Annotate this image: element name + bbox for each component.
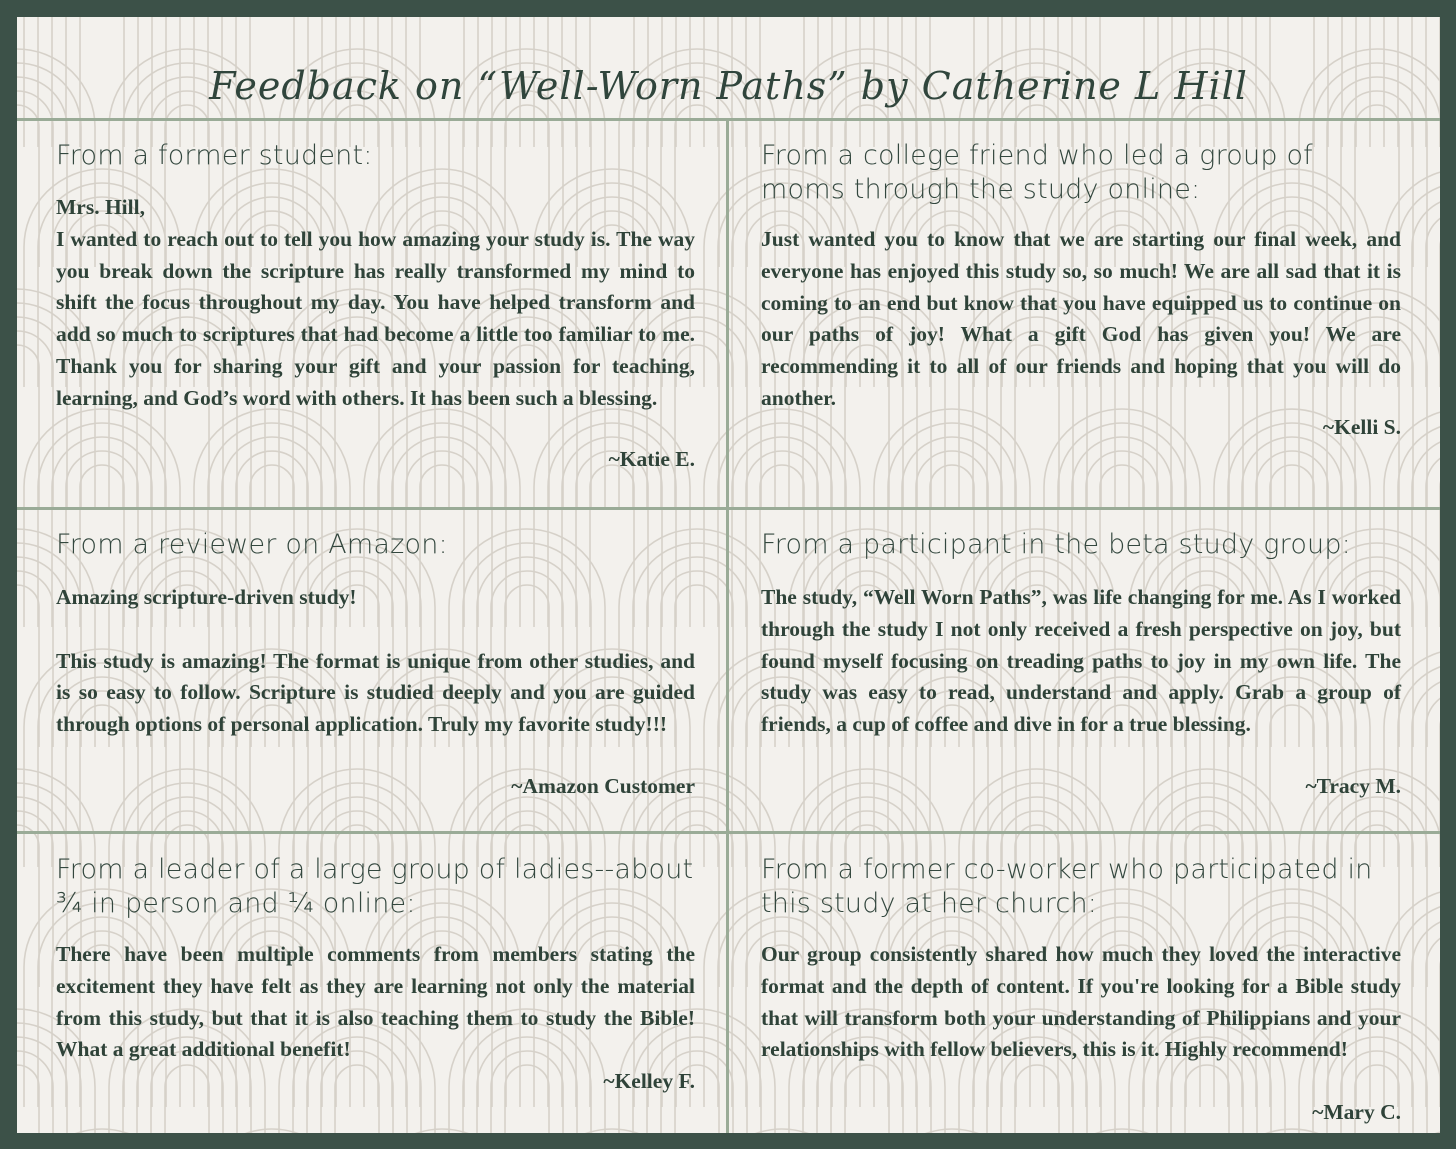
testimonial-body (761, 224, 1401, 415)
arch-ring (17, 825, 39, 987)
grid-column-divider (726, 118, 729, 1133)
testimonial-signature: ~Mary C. (1312, 1100, 1401, 1124)
arch-ring (17, 1051, 53, 1133)
arch-ring (17, 585, 39, 747)
arch-ring (1426, 931, 1440, 1107)
arch-ring (1044, 1129, 1200, 1133)
testimonial-body (56, 939, 695, 1066)
testimonial-signature: ~Kelli S. (1322, 415, 1401, 439)
testimonial-paragraph: The study, “Well Worn Paths”, was life changing for me. As I worked through the study I not only received a fresh perspective on joy, but found myself focusing on treading paths to joy in my own life. The study was easy to read, understand and apply. Grab a group of friends, a cup of coffee and dive in for a true blessing. (761, 585, 1401, 737)
testimonial-heading: From a former co-worker who participated in this study at her church: (761, 854, 1373, 919)
arch-ring (534, 1129, 690, 1133)
arch-ring (1426, 691, 1440, 867)
arch-ring (1384, 1129, 1440, 1133)
testimonial-body (761, 582, 1401, 741)
testimonial-heading: From a college friend who led a group of moms through the study online: (761, 140, 1313, 205)
arch-ring (1426, 211, 1440, 387)
arch-ring (194, 1129, 350, 1133)
testimonial-paragraph: I wanted to reach out to tell you how amazing your study is. The way you break down the scripture has really transformed my mind to shift the focus throughout my day. You have helped transform and add so much to scriptures that had become a little too familiar to me. Thank you for sharing your gift and your passion for teaching, learning, and God’s word with others. It has been such a blessing. (56, 226, 695, 410)
arch-ring (1426, 451, 1440, 627)
testimonial-signature: ~Katie E. (608, 447, 695, 471)
testimonial-paragraph: Our group consistently shared how much they loved the interactive format and the depth of content. If you're looking for a Bible study that will transform both your understanding of Philippians and your relationships with fellow believers, this is it. Highly recommend! (761, 942, 1401, 1062)
testimonial-heading: From a participant in the beta study group: (761, 529, 1351, 560)
arch-ring (17, 811, 53, 987)
testimonial-paragraph: Mrs. Hill, (56, 195, 145, 219)
testimonial-heading: From a leader of a large group of ladies--about ¾ in person and ¼ online: (56, 854, 694, 919)
arch-ring (364, 1129, 520, 1133)
arch-ring (1398, 183, 1440, 387)
testimonial-paragraph: This study is amazing! The format is unique from other studies, and is so easy to follow. Scripture is studied deeply and you are guided through options of personal application. Truly my favorite study!!! (56, 648, 695, 737)
arch-ring (17, 1065, 39, 1133)
testimonial-paragraph: Amazing scripture-driven study! (56, 585, 357, 609)
testimonial-paragraph: Just wanted you to know that we are starting our final week, and everyone has enjoyed this study so, so much! We are all sad that it is coming to an end but know that you have equipped us to continue on our paths of joy! What a gift God has given you! We are recommending it to all of our friends and hoping that you will do another. (761, 227, 1401, 410)
testimonial-signature: ~Kelley F. (603, 1069, 695, 1093)
testimonial-heading: From a reviewer on Amazon: (56, 529, 448, 560)
page-title: Feedback on “Well-Worn Paths” by Catherine L Hill (209, 64, 1248, 108)
testimonial-signature: ~Tracy M. (1305, 774, 1401, 798)
testimonial-body (56, 192, 695, 415)
testimonial-heading: From a former student: (56, 140, 373, 171)
arch-ring (24, 1129, 180, 1133)
arch-ring (17, 345, 39, 507)
arch-ring (17, 331, 53, 507)
arch-ring (1398, 903, 1440, 1107)
arch-ring (874, 1129, 1030, 1133)
arch-ring (17, 571, 53, 747)
arch-ring (1214, 1129, 1370, 1133)
testimonial-body (56, 582, 695, 741)
arch-ring (1398, 663, 1440, 867)
testimonial-signature: ~Amazon Customer (511, 774, 695, 798)
testimonial-paragraph: There have been multiple comments from members stating the excitement they have felt as they are learning not only the material from this study, but that it is also teaching them to study the Bible! What a great additional benefit! (56, 942, 695, 1062)
arch-ring (1398, 423, 1440, 627)
feedback-sheet (17, 17, 1440, 1133)
testimonial-body (761, 939, 1401, 1066)
